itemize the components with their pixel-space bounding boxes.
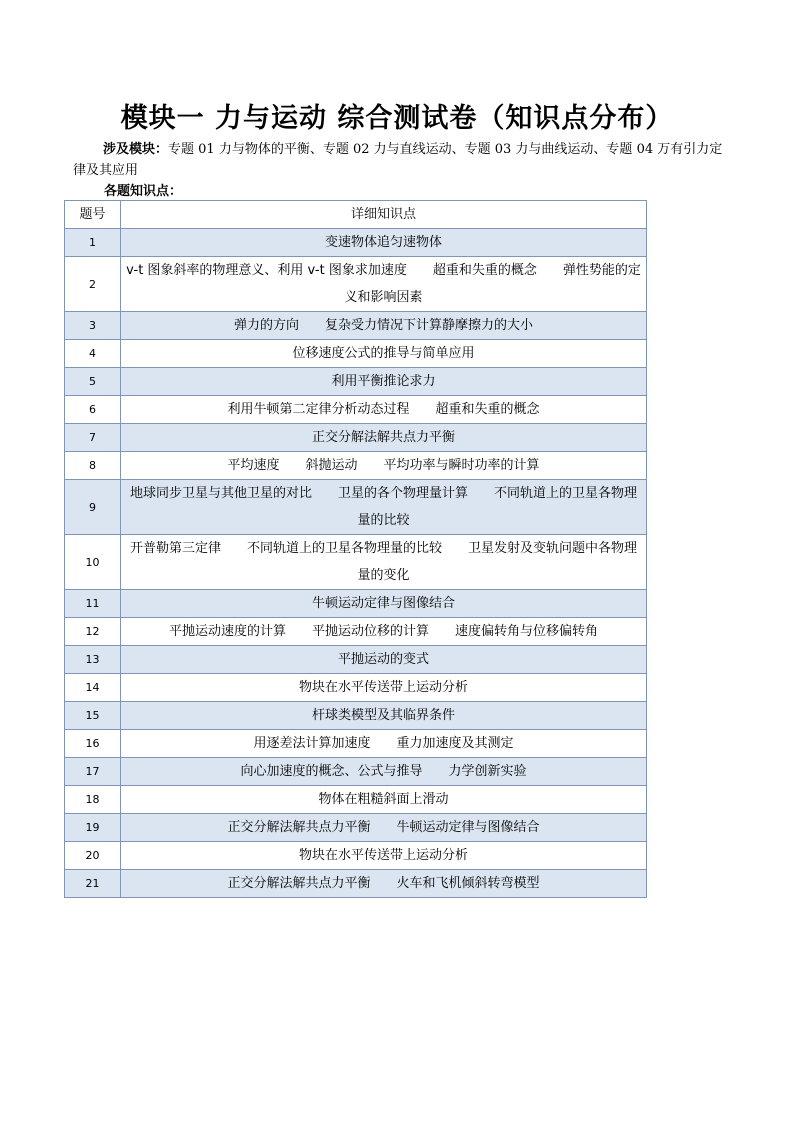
table-row: [65, 702, 647, 730]
row-number: 3: [65, 312, 121, 340]
table-row: [65, 618, 647, 646]
table-row: [65, 590, 647, 618]
row-text: 物块在水平传送带上运动分析: [121, 674, 647, 702]
row-text: 牛顿运动定律与图像结合: [121, 590, 647, 618]
row-number: 6: [65, 396, 121, 424]
row-text: 用逐差法计算加速度 重力加速度及其测定: [121, 730, 647, 758]
row-text: 地球同步卫星与其他卫星的对比 卫星的各个物理量计算 不同轨道上的卫星各物理量的比较: [121, 480, 647, 535]
table-row: [65, 814, 647, 842]
row-number: 12: [65, 618, 121, 646]
row-number: 5: [65, 368, 121, 396]
row-number: 10: [65, 535, 121, 590]
row-text: 向心加速度的概念、公式与推导 力学创新实验: [121, 758, 647, 786]
knowledge-table: [64, 200, 647, 898]
table-header-row: [65, 201, 647, 229]
table-row: [65, 229, 647, 257]
row-number: 2: [65, 257, 121, 312]
row-number: 4: [65, 340, 121, 368]
row-number: 14: [65, 674, 121, 702]
row-number: 8: [65, 452, 121, 480]
header-number: 题号: [65, 201, 121, 229]
section-label: 各题知识点：: [104, 184, 183, 199]
table-row: [65, 870, 647, 898]
table-row: [65, 674, 647, 702]
table-row: [65, 730, 647, 758]
row-text: 弹力的方向 复杂受力情况下计算静摩擦力的大小: [121, 312, 647, 340]
table-row: [65, 396, 647, 424]
row-text: 正交分解法解共点力平衡: [121, 424, 647, 452]
row-text: 平抛运动的变式: [121, 646, 647, 674]
row-number: 9: [65, 480, 121, 535]
row-text: 平均速度 斜抛运动 平均功率与瞬时功率的计算: [121, 452, 647, 480]
row-number: 20: [65, 842, 121, 870]
row-number: 7: [65, 424, 121, 452]
row-text: 正交分解法解共点力平衡 火车和飞机倾斜转弯模型: [121, 870, 647, 898]
row-text: 利用牛顿第二定律分析动态过程 超重和失重的概念: [121, 396, 647, 424]
table-row: [65, 368, 647, 396]
table-row: [65, 257, 647, 312]
row-text: 物块在水平传送带上运动分析: [121, 842, 647, 870]
row-number: 17: [65, 758, 121, 786]
row-number: 21: [65, 870, 121, 898]
row-number: 18: [65, 786, 121, 814]
table-row: [65, 480, 647, 535]
table-row: [65, 646, 647, 674]
row-number: 1: [65, 229, 121, 257]
modules-text: 专题 01 力与物体的平衡、专题 02 力与直线运动、专题 03 力与曲线运动、专题 04 万有引力定律及其应用: [73, 142, 723, 178]
row-number: 15: [65, 702, 121, 730]
table-row: [65, 424, 647, 452]
row-number: 19: [65, 814, 121, 842]
row-text: 物体在粗糙斜面上滑动: [121, 786, 647, 814]
row-text: 开普勒第三定律 不同轨道上的卫星各物理量的比较 卫星发射及变轨问题中各物理量的变化: [121, 535, 647, 590]
row-text: 利用平衡推论求力: [121, 368, 647, 396]
table-row: [65, 340, 647, 368]
row-number: 13: [65, 646, 121, 674]
row-text: v-t 图象斜率的物理意义、利用 v-t 图象求加速度 超重和失重的概念 弹性势能的定义和影响因素: [121, 257, 647, 312]
table-row: [65, 786, 647, 814]
row-number: 16: [65, 730, 121, 758]
page-title: 模块一 力与运动 综合测试卷（知识点分布）: [120, 103, 674, 134]
row-text: 正交分解法解共点力平衡 牛顿运动定律与图像结合: [121, 814, 647, 842]
row-text: 杆球类模型及其临界条件: [121, 702, 647, 730]
row-text: 变速物体追匀速物体: [121, 229, 647, 257]
modules-label: 涉及模块：: [103, 142, 169, 157]
row-number: 11: [65, 590, 121, 618]
table-row: [65, 312, 647, 340]
table-row: [65, 842, 647, 870]
row-text: 位移速度公式的推导与简单应用: [121, 340, 647, 368]
table-row: [65, 452, 647, 480]
row-text: 平抛运动速度的计算 平抛运动位移的计算 速度偏转角与位移偏转角: [121, 618, 647, 646]
table-row: [65, 758, 647, 786]
modules-line: [73, 139, 725, 181]
table-row: [65, 535, 647, 590]
header-knowledge: 详细知识点: [121, 201, 647, 229]
